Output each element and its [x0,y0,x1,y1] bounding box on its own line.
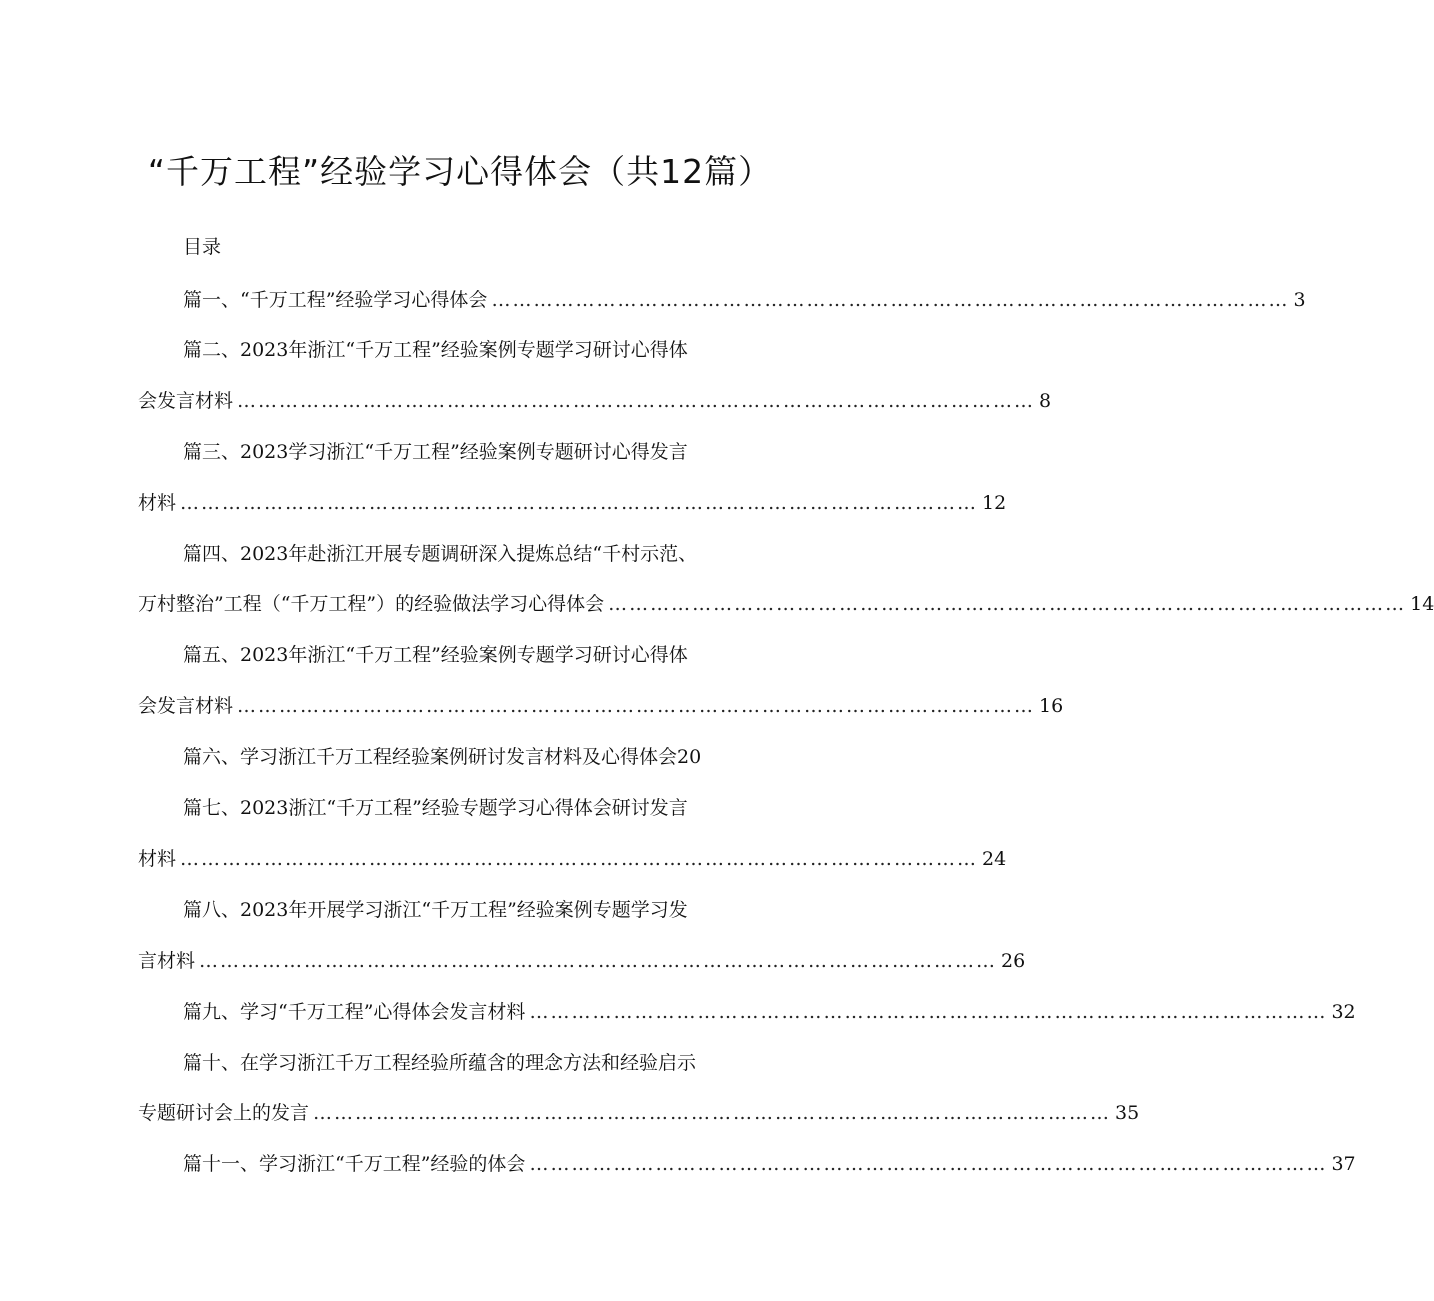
toc-page-number: 3 [1293,289,1306,311]
toc-page-number: 16 [1039,695,1064,717]
toc-entry-9[interactable] [183,998,1356,1026]
toc-entry-title: 专题研讨会上的发言 [138,1102,310,1124]
dot-leader: …………………………………………………………………………………………………… [180,492,979,514]
toc-page-number: 20 [677,746,702,768]
toc-entry-title: 篇六、学习浙江千万工程经验案例研讨发言材料及心得体会 [183,746,678,768]
toc-page-number: 32 [1331,1001,1356,1023]
dot-leader: …………………………………………………………………………………………………… [529,1001,1328,1023]
toc-entry-4-line-1[interactable]: 篇四、2023年赴浙江开展专题调研深入提炼总结“千村示范、 [183,543,698,565]
toc-entry-title: 篇九、学习“千万工程”心得体会发言材料 [183,1001,526,1023]
dot-leader: …………………………………………………………………………………………………… [313,1102,1112,1124]
toc-entry-title: 会发言材料 [138,695,234,717]
dot-leader: …………………………………………………………………………………………………… [529,1153,1328,1175]
toc-entry-8-line-1[interactable]: 篇八、2023年开展学习浙江“千万工程”经验案例专题学习发 [183,899,688,921]
toc-entry-title: 材料 [138,848,177,870]
toc-entry-10-line-1[interactable]: 篇十、在学习浙江千万工程经验所蕴含的理念方法和经验启示 [183,1052,697,1074]
toc-entry-title: 材料 [138,492,177,514]
toc-entry-title: 言材料 [138,950,196,972]
dot-leader: …………………………………………………………………………………………………… [237,695,1036,717]
toc-entry-10-line-2[interactable] [138,1099,1140,1127]
dot-leader: …………………………………………………………………………………………………… [491,289,1290,311]
toc-entry-4-line-2[interactable] [138,590,1434,618]
toc-page-number: 35 [1115,1102,1140,1124]
toc-entry-title: 篇一、“千万工程”经验学习心得体会 [183,289,488,311]
toc-entry-7-line-2[interactable] [138,845,1007,873]
document-title: “千万工程”经验学习心得体会（共12篇） [147,152,773,191]
toc-entry-5-line-2[interactable] [138,692,1064,720]
dot-leader: …………………………………………………………………………………………………… [608,593,1407,615]
toc-page-number: 12 [982,492,1007,514]
toc-page-number: 37 [1331,1153,1356,1175]
toc-entry-8-line-2[interactable] [138,947,1026,975]
toc-heading: 目录 [183,236,222,258]
toc-entry-2-line-1[interactable]: 篇二、2023年浙江“千万工程”经验案例专题学习研讨心得体 [183,339,688,361]
toc-entry-6[interactable] [183,743,778,771]
toc-entry-3-line-2[interactable] [138,489,1007,517]
dot-leader: …………………………………………………………………………………………………… [180,848,979,870]
toc-page-number: 8 [1039,390,1052,412]
toc-entry-title: 篇十一、学习浙江“千万工程”经验的体会 [183,1153,526,1175]
toc-entry-3-line-1[interactable]: 篇三、2023学习浙江“千万工程”经验案例专题研讨心得发言 [183,441,688,463]
toc-entry-2-line-2[interactable] [138,387,1052,415]
toc-entry-1[interactable] [183,286,1306,314]
toc-page-number: 26 [1001,950,1026,972]
toc-entry-7-line-1[interactable]: 篇七、2023浙江“千万工程”经验专题学习心得体会研讨发言 [183,797,688,819]
dot-leader: …………………………………………………………………………………………………… [199,950,998,972]
toc-entry-11[interactable] [183,1150,1356,1178]
toc-entry-5-line-1[interactable]: 篇五、2023年浙江“千万工程”经验案例专题学习研讨心得体 [183,644,688,666]
toc-entry-title: 会发言材料 [138,390,234,412]
dot-leader: …………………………………………………………………………………………………… [237,390,1036,412]
toc-page-number: 24 [982,848,1007,870]
toc-entry-title: 万村整治”工程（“千万工程”）的经验做法学习心得体会 [138,593,605,615]
toc-page-number: 14 [1410,593,1434,615]
